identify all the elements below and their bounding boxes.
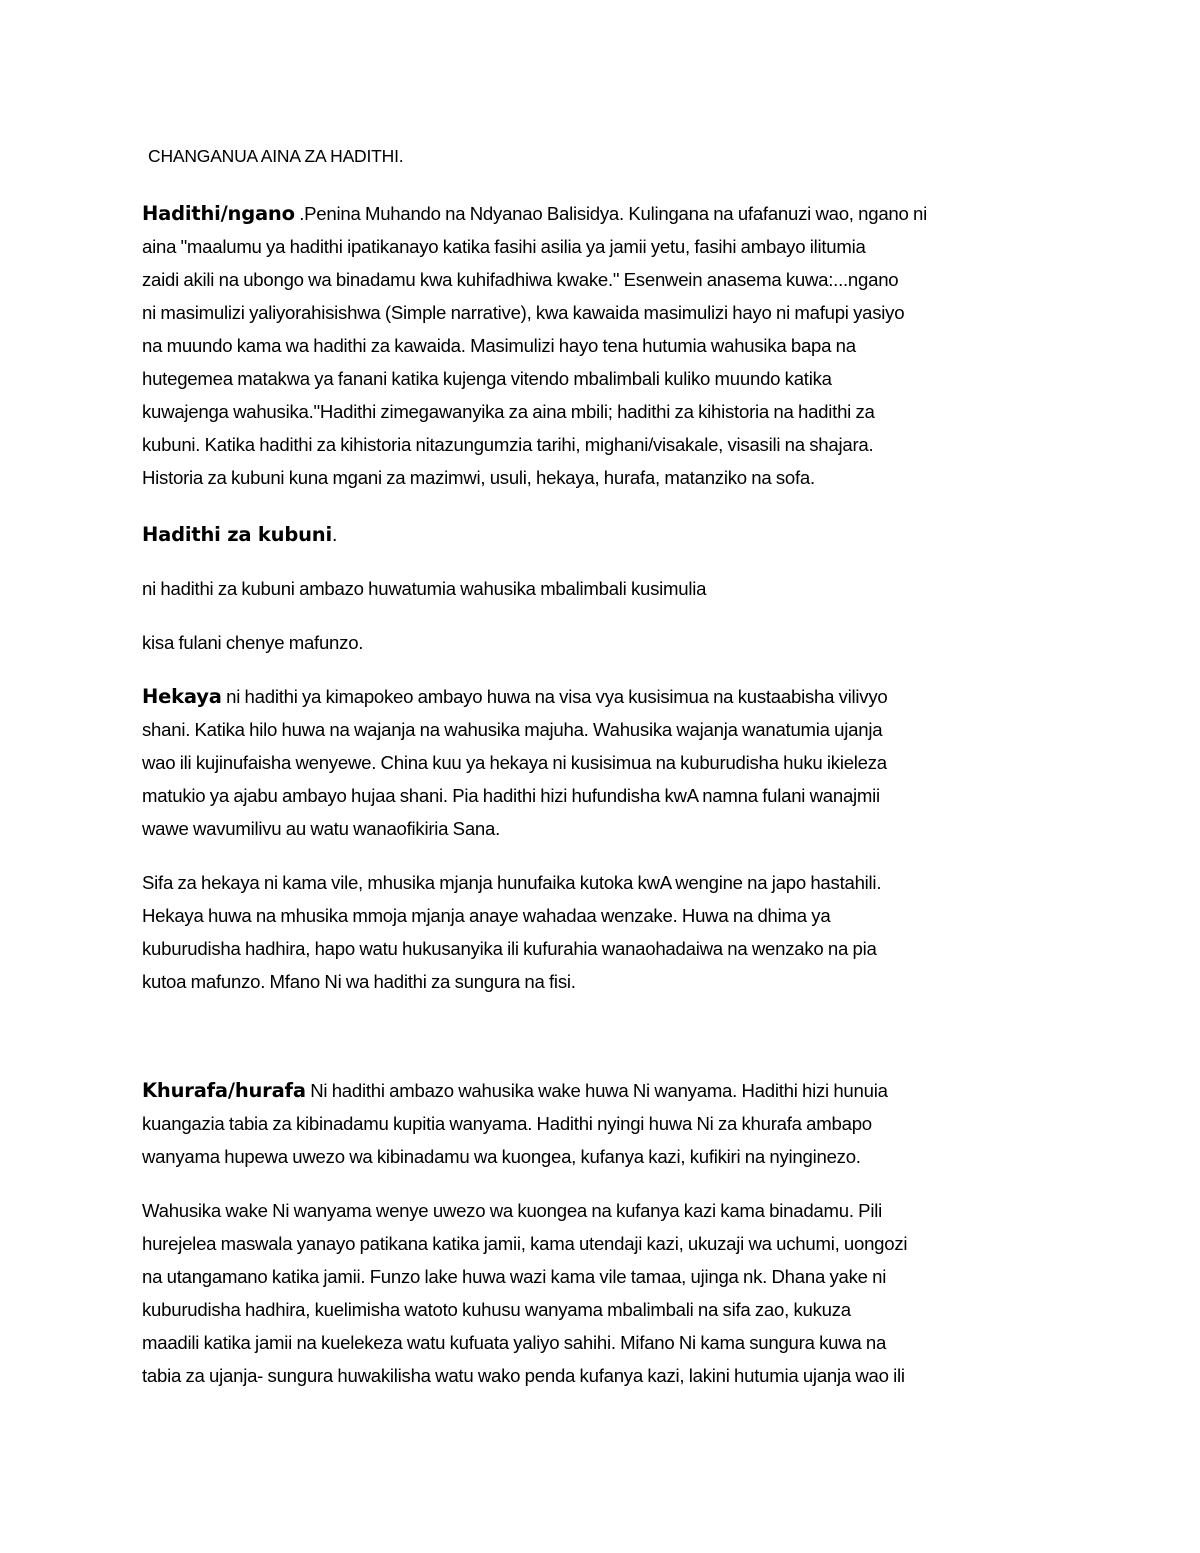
paragraph-line: Sifa za hekaya ni kama vile, mhusika mjanja hunufaika kutoka kwA wengine na japo hastahili. [142, 872, 882, 893]
section-khurafa [142, 1074, 1072, 1173]
section-hadithi-za-kubuni-heading: Hadithi za kubuni. [142, 523, 338, 546]
paragraph-line: hutegemea matakwa ya fanani katika kujenga vitendo mbalimbali kuliko muundo katika [142, 368, 832, 389]
paragraph-line: aina "maalumu ya hadithi ipatikanayo katika fasihi asilia ya jamii yetu, fasihi ambayo ilitumia [142, 236, 866, 257]
paragraph-line: kubuni. Katika hadithi za kihistoria nitazungumzia tarihi, mighani/visakale, visasili na shajara. [142, 434, 874, 455]
paragraph-line: kisa fulani chenye mafunzo. [142, 632, 364, 653]
section-heading: Khurafa/hurafa [142, 1079, 306, 1102]
paragraph-line: kuwajenga wahusika."Hadithi zimegawanyika za aina mbili; hadithi za kihistoria na hadithi za [142, 401, 875, 422]
section-khurafa-para2 [142, 1194, 1072, 1392]
paragraph-line: maadili katika jamii na kuelekeza watu kufuata yaliyo sahihi. Mifano Ni kama sungura kuwa na [142, 1332, 887, 1353]
section-heading: Hadithi/ngano [142, 202, 295, 225]
paragraph-line: Hadithi/ngano .Penina Muhando na Ndyanao Balisidya. Kulingana na ufafanuzi wao, ngano ni [142, 202, 927, 225]
paragraph-line: hurejelea maswala yanayo patikana katika jamii, kama utendaji kazi, ukuzaji wa uchumi, uongozi [142, 1233, 908, 1254]
paragraph-line: Historia za kubuni kuna mgani za mazimwi, usuli, hekaya, hurafa, matanziko na sofa. [142, 467, 815, 488]
paragraph-line: Hekaya huwa na mhusika mmoja mjanja anaye wahadaa wenzake. Huwa na dhima ya [142, 905, 831, 926]
paragraph-line: kuburudisha hadhira, hapo watu hukusanyika ili kufurahia wanaohadaiwa na wenzako na pia [142, 938, 877, 959]
paragraph-line: wao ili kujinufaisha wenyewe. China kuu ya hekaya ni kusisimua na kuburudisha huku ikieleza [142, 752, 887, 773]
paragraph-line: Wahusika wake Ni wanyama wenye uwezo wa kuongea na kufanya kazi kama binadamu. Pili [142, 1200, 882, 1221]
paragraph-line: ni hadithi za kubuni ambazo huwatumia wahusika mbalimbali kusimulia [142, 578, 707, 599]
paragraph-line: Khurafa/hurafa Ni hadithi ambazo wahusika wake huwa Ni wanyama. Hadithi hizi hunuia [142, 1079, 888, 1102]
paragraph-line: wawe wavumilivu au watu wanaofikiria Sana. [142, 818, 501, 839]
paragraph-line: kutoa mafunzo. Mfano Ni wa hadithi za sungura na fisi. [142, 971, 576, 992]
section-hadithi-ngano [142, 197, 1072, 494]
section-heading: Hekaya [142, 685, 222, 708]
section-heading: Hadithi za kubuni [142, 523, 332, 546]
paragraph-line: wanyama hupewa uwezo wa kibinadamu wa kuongea, kufanya kazi, kufikiri na nyinginezo. [142, 1146, 861, 1167]
paragraph-line: kuburudisha hadhira, kuelimisha watoto kuhusu wanyama mbalimbali na sifa zao, kukuza [142, 1299, 851, 1320]
section-hadithi-za-kubuni-para1 [142, 572, 1072, 605]
paragraph-line: shani. Katika hilo huwa na wajanja na wahusika majuha. Wahusika wajanja wanatumia ujanja [142, 719, 883, 740]
paragraph-line: zaidi akili na ubongo wa binadamu kwa kuhifadhiwa kwake." Esenwein anasema kuwa:...ngano [142, 269, 899, 290]
section-hadithi-za-kubuni-para2 [142, 626, 1072, 659]
paragraph-line: Hekaya ni hadithi ya kimapokeo ambayo huwa na visa vya kusisimua na kustaabisha vilivyo [142, 685, 888, 708]
paragraph-line: na utangamano katika jamii. Funzo lake huwa wazi kama vile tamaa, ujinga nk. Dhana yake ni [142, 1266, 887, 1287]
paragraph-line: ni masimulizi yaliyorahisishwa (Simple narrative), kwa kawaida masimulizi hayo ni mafupi yasiyo [142, 302, 905, 323]
paragraph-line: kuangazia tabia za kibinadamu kupitia wanyama. Hadithi nyingi huwa Ni za khurafa ambapo [142, 1113, 872, 1134]
section-hekaya-para2 [142, 866, 1072, 998]
section-hekaya [142, 680, 1072, 845]
paragraph-line: na muundo kama wa hadithi za kawaida. Masimulizi hayo tena hutumia wahusika bapa na [142, 335, 856, 356]
paragraph-line: matukio ya ajabu ambayo hujaa shani. Pia hadithi hizi hufundisha kwA namna fulani wanajmii [142, 785, 880, 806]
document-title: CHANGANUA AINA ZA HADITHI. [148, 146, 404, 166]
paragraph-line: tabia za ujanja- sungura huwakilisha watu wako penda kufanya kazi, lakini hutumia ujanja wao ili [142, 1365, 905, 1386]
